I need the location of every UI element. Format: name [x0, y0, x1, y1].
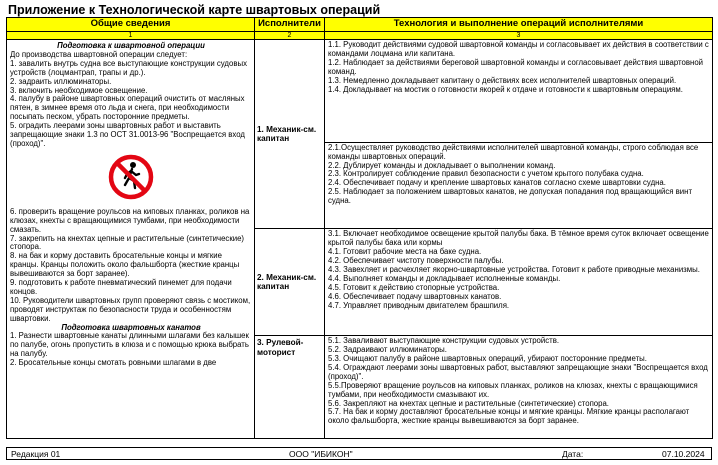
operation-item: 5.4. Ограждают леерами зоны швартовных работ, выставляют запрещающие знаки "Воспрещается вход (проход)". [328, 362, 708, 381]
footer-org: ООО "ИБИКОН" [289, 449, 353, 459]
list-item: 10. Руководители швартовных групп проверяют связь с мостиком, проводят инструктаж по безопасности труда и особенностям швартовки. [10, 295, 251, 323]
executor-cell: 3. Рулевой-моторист [255, 336, 325, 439]
ops-cell [325, 40, 713, 143]
operation-item: 5.2. Задраивают иллюминаторы. [328, 345, 447, 355]
ops-cell [325, 336, 713, 439]
prep-list-a [10, 60, 252, 149]
list-item: 2. задраить иллюминаторы. [10, 76, 112, 86]
list-item: 7. закрепить на кнехтах цепные и растительные (синтетические) стопора. [10, 233, 245, 252]
list-item: 4. палубу в районе швартовных операций очистить от масляных пятен, в зимнее время ото льда и снега, при необходимости посыпать песком, убрать посторонние предметы. [10, 94, 245, 122]
operation-item: 4.7. Управляет приводным двигателем брашпиля. [328, 300, 510, 310]
operation-item: 2.3. Контролирует соблюдение правил безопасности с учетом крытого полубака судна. [328, 169, 644, 179]
no-entry-sign-icon [10, 154, 252, 203]
ops-cell [325, 142, 713, 229]
operation-item: 2.2. Дублирует команды и докладывает о выполнении команд. [328, 160, 556, 170]
column-numbers-row [7, 32, 713, 40]
operation-item: 2.1.Осуществляет руководство действиями исполнителей швартовной команды, строго соблюдая все команды швартовных операций. [328, 142, 699, 161]
operation-item: 1.1. Руководит действиями судовой швартовной команды и согласовывает их действия в соответствии с командами лоцмана или капитана. [328, 40, 709, 58]
list-item: 8. на бак и корму доставить бросательные концы и мягкие кранцы. Кранцы положить около фальшборта (жесткие кранцы вывешиваются за борт заранее). [10, 251, 240, 279]
operation-item: 1.4. Докладывает на мостик о готовности якорей к отдаче и готовности к швартовным операциям. [328, 84, 683, 94]
footer-date-label: Дата: [562, 449, 584, 459]
table-row [7, 40, 713, 143]
operation-item: 2.4. Обеспечивает подачу и крепление швартовых канатов согласно схеме швартовки судна. [328, 178, 666, 188]
list-item: 9. подготовить к работе пневматический пинемет для подачи концов. [10, 278, 232, 296]
operation-item: 1.3. Немедленно докладывает капитану о действиях всех исполнителей швартовных операций. [328, 75, 677, 85]
intro-text: До производства швартовной операции следует: [10, 49, 188, 59]
col-header-general: Общие сведения [7, 18, 255, 32]
col-header-executors: Исполнители [255, 18, 325, 32]
operation-item: 1.2. Наблюдает за действиями береговой швартовной команды и согласовывает действия швартовной команд. [328, 57, 704, 76]
operation-item: 3.1. Включает необходимое освещение крытой палубы бака. В тёмное время суток включает освещение крытой палубы бака или кормы [328, 229, 709, 248]
operation-item: 5.1. Заваливают выступающие конструкции судовых устройств. [328, 336, 560, 346]
operation-item: 4.3. Завехляет и расчехляет якорно-швартовные устройства. Готовит к работе приводные механизмы. [328, 265, 700, 275]
footer-date: 07.10.2024 [662, 449, 705, 459]
section-heading: Подготовка швартовных канатов [61, 322, 201, 332]
footer-edition: Редакция 01 [11, 449, 61, 459]
page-title: Приложение к Технологической карте швартовых операций [8, 3, 381, 17]
col-number-1: 1 [7, 32, 255, 40]
list-item: 2. Бросательные концы смотать ровными шлагами в две [10, 358, 217, 368]
operation-item: 4.1. Готовит рабочие места на баке судна. [328, 247, 482, 257]
operation-item: 5.7. На бак и корму доставляют бросательные концы и мягкие кранцы. Мягкие кранцы располагают около фальшборта, жесткие кранцы вывешиваются за борт заранее. [328, 407, 690, 426]
operation-item: 2.5. Наблюдает за положением швартовых канатов, не допуская попадания под вращающийся винт судна. [328, 187, 693, 206]
operation-item: 4.6. Обеспечивает подачу швартовных канатов. [328, 291, 502, 301]
header-row [7, 18, 713, 32]
list-item: 5. оградить леерами зоны швартовных работ и выставить запрещающие знаки 1.3 по ОСТ 31.0013-96 "Воспрещается вход (проход)". [10, 121, 245, 148]
list-item: 3. включить необходимое освещение. [10, 85, 148, 95]
footer-bar [6, 447, 712, 460]
operation-item: 5.5.Проверяют вращение роульсов на киповых планках, роликов на клюзах, кнехты с вращающимися тумбами, при необходимости смазывают их. [328, 380, 698, 399]
general-info-cell [7, 40, 255, 439]
operation-item: 4.2. Обеспечивает чистоту поверхности палубы. [328, 256, 504, 266]
operation-item: 5.3. Очищают палубу в районе швартовных операций, убирают посторонние предметы. [328, 354, 647, 364]
ropes-list [10, 332, 252, 368]
operation-item: 5.6. Закрепляют на кнехтах цепные и растительные (синтетические) стопора. [328, 398, 609, 408]
col-number-3: 3 [325, 32, 713, 40]
executor-cell: 1. Механик-см. капитан [255, 40, 325, 229]
section-heading: Подготовка к швартовной операции [57, 41, 205, 50]
col-header-technology: Технология и выполнение операций исполнителями [325, 18, 713, 32]
ops-cell [325, 229, 713, 336]
list-item: 1. завалить внутрь судна все выступающие конструкции судовых устройств (лоцмантрап, трапы и др.). [10, 58, 247, 77]
operation-item: 4.4. Выполняет команды и докладывает исполненные команды. [328, 273, 561, 283]
list-item: 1. Разнести швартовные канаты длинными шлагами без калышек по палубе, огонь пропустить в клюза и с помощью крюка выбрать на палубу. [10, 331, 249, 359]
operations-table [6, 17, 713, 439]
operation-item: 4.5. Готовит к действию стопорные устройства. [328, 282, 500, 292]
list-item: 6. проверить вращение роульсов на киповых планках, роликов на клюзах, кнехты с вращающимися тумбами, при необходимости смазать. [10, 206, 250, 234]
executor-cell: 2. Механик-см. капитан [255, 229, 325, 336]
prep-list-b [10, 208, 252, 324]
col-number-2: 2 [255, 32, 325, 40]
